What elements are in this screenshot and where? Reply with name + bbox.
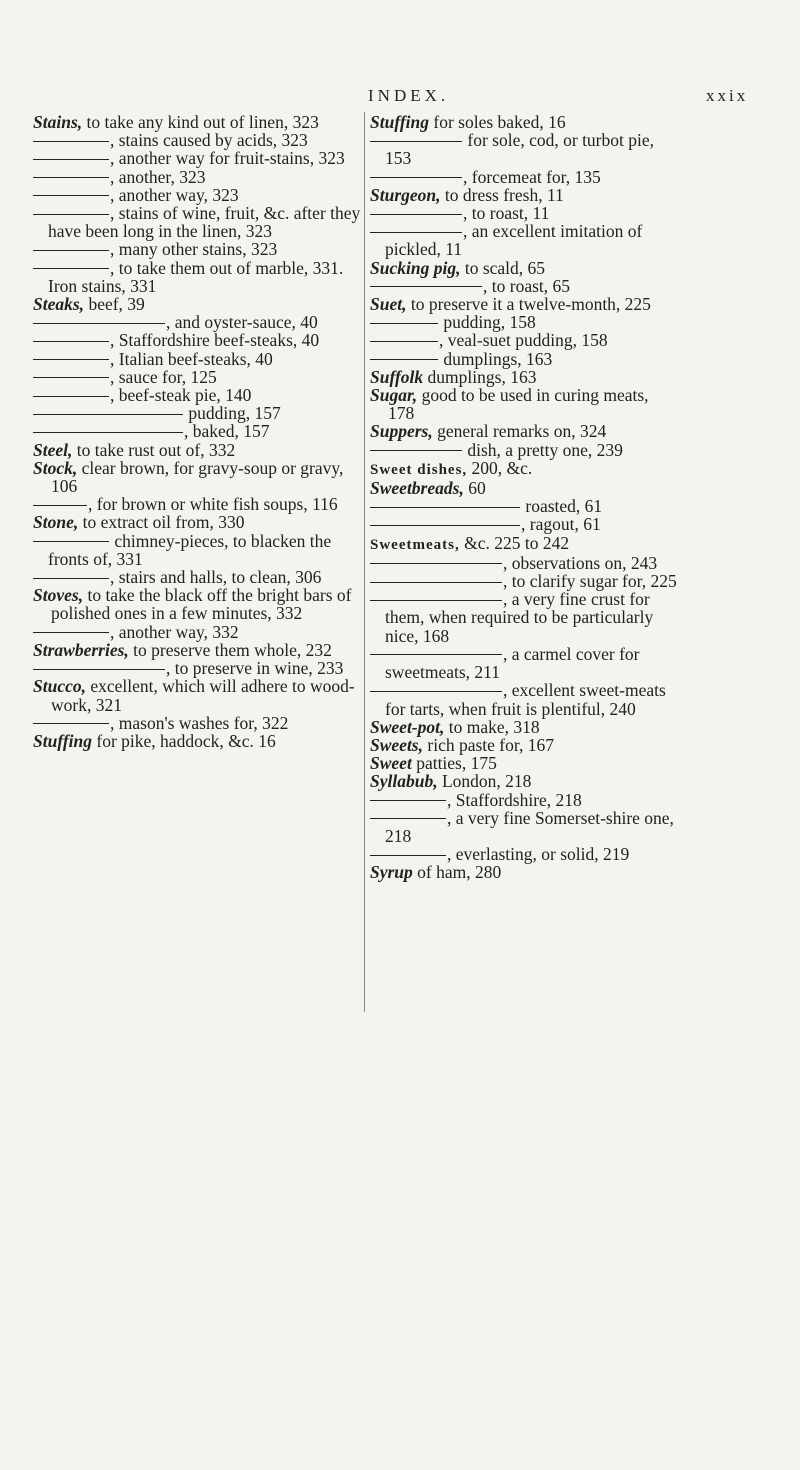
index-subentry — [33, 495, 361, 513]
entry-text: , excellent sweet-meats for tarts, when fruit is plentiful, 240 — [385, 680, 666, 719]
entry-keyword: Sweetbreads, — [370, 478, 464, 499]
index-subentry — [370, 441, 678, 459]
entry-text: to preserve it a twelve-month, 225 — [406, 294, 651, 315]
index-subentry — [33, 422, 361, 440]
ditto-rule — [370, 450, 462, 451]
entry-keyword: Stoves, — [33, 585, 84, 606]
index-subentry — [370, 645, 678, 681]
entry-text: , to roast, 65 — [483, 275, 571, 296]
index-entry — [370, 295, 678, 313]
entry-text: to make, 318 — [444, 716, 540, 737]
entry-text: for pike, haddock, &c. 16 — [92, 730, 276, 751]
index-subentry — [370, 331, 678, 349]
ditto-rule — [33, 396, 109, 397]
entry-text: dumplings, 163 — [423, 366, 537, 387]
index-subentry — [33, 404, 361, 422]
index-subentry — [370, 845, 678, 863]
entry-keyword: Suffolk — [370, 366, 424, 387]
index-entry — [370, 259, 678, 277]
index-entry — [370, 113, 678, 131]
ditto-rule — [370, 286, 482, 287]
index-entry — [33, 295, 361, 313]
index-subentry — [370, 277, 678, 295]
entry-text: , to clarify sugar for, 225 — [503, 571, 677, 592]
entry-keyword: Sugar, — [370, 385, 418, 406]
entry-keyword: Stucco, — [33, 676, 86, 697]
entry-text: , stains caused by acids, 323 — [110, 130, 308, 151]
entry-heading-smallcaps: Sweetmeats, — [370, 536, 460, 553]
entry-text: , mason's washes for, 322 — [110, 712, 289, 733]
entry-text: of ham, 280 — [412, 862, 502, 883]
entry-text: , a very fine Somerset-shire one, 218 — [385, 807, 674, 846]
index-subentry — [370, 313, 678, 331]
entry-text: , another way, 332 — [110, 621, 239, 642]
index-subentry — [33, 368, 361, 386]
index-entry — [370, 718, 678, 736]
ditto-rule — [33, 141, 109, 142]
index-entry — [33, 641, 361, 659]
ditto-rule — [370, 359, 438, 360]
ditto-rule — [370, 507, 520, 508]
entry-text: , a carmel cover for sweetmeats, 211 — [385, 643, 640, 683]
entry-text: chimney-pieces, to blacken the fronts of, 331 — [48, 530, 332, 569]
entry-text: 200, &c. — [467, 457, 533, 478]
index-entry — [370, 422, 678, 440]
entry-text: , many other stains, 323 — [110, 239, 278, 260]
ditto-rule — [33, 632, 109, 633]
entry-keyword: Sweets, — [370, 734, 423, 755]
index-column-right — [370, 113, 678, 882]
ditto-rule — [33, 195, 109, 196]
index-entry — [370, 479, 678, 497]
entry-text: to take the black off the bright bars of polished ones in a few minutes, 332 — [51, 585, 352, 624]
column-divider — [364, 112, 365, 1012]
index-subentry — [33, 659, 361, 677]
entry-text: dish, a pretty one, 239 — [463, 439, 623, 460]
ditto-rule — [33, 541, 109, 542]
ditto-rule — [370, 800, 446, 801]
index-entry — [370, 754, 678, 772]
index-subentry — [33, 350, 361, 368]
entry-text: , Staffordshire, 218 — [447, 789, 582, 810]
running-title: INDEX. — [368, 86, 450, 105]
entry-text: excellent, which will adhere to wood-work, 321 — [51, 676, 355, 715]
index-subentry — [370, 222, 678, 258]
index-subentry — [33, 386, 361, 404]
index-entry — [370, 736, 678, 754]
entry-text: , and oyster-sauce, 40 — [166, 312, 318, 333]
ditto-rule — [33, 414, 183, 415]
entry-text: , another, 323 — [110, 166, 206, 187]
entry-text: pudding, 157 — [184, 403, 281, 424]
index-entry — [370, 186, 678, 204]
entry-heading-smallcaps: Sweet dishes, — [370, 461, 468, 478]
entry-text: , for brown or white fish soups, 116 — [88, 494, 338, 515]
ditto-rule — [33, 432, 183, 433]
index-subentry — [370, 554, 678, 572]
entry-text: 60 — [463, 478, 486, 499]
entry-text: &c. 225 to 242 — [459, 532, 570, 553]
ditto-rule — [33, 377, 109, 378]
ditto-rule — [33, 323, 165, 324]
ditto-rule — [370, 600, 502, 601]
entry-text: , veal-suet pudding, 158 — [439, 330, 608, 351]
entry-text: to scald, 65 — [460, 257, 546, 278]
entry-keyword: Strawberries, — [33, 639, 129, 660]
ditto-rule — [33, 723, 109, 724]
ditto-rule — [370, 691, 502, 692]
index-entry — [370, 772, 678, 790]
index-entry — [33, 586, 361, 622]
entry-text: , stains of wine, fruit, &c. after they have been long in the linen, 323 — [48, 203, 361, 242]
entry-keyword: Stock, — [33, 457, 78, 478]
entry-text: to extract oil from, 330 — [78, 512, 245, 533]
ditto-rule — [33, 159, 109, 160]
entry-text: pudding, 158 — [439, 312, 536, 333]
entry-keyword: Suet, — [370, 294, 407, 315]
ditto-rule — [370, 582, 502, 583]
entry-text: , ragout, 61 — [521, 514, 601, 535]
index-subentry — [33, 568, 361, 586]
entry-text: dumplings, 163 — [439, 348, 553, 369]
entry-text: , to preserve in wine, 233 — [166, 658, 344, 679]
ditto-rule — [33, 669, 165, 670]
index-subentry — [33, 240, 361, 258]
index-subentry — [33, 204, 361, 240]
ditto-rule — [370, 177, 462, 178]
entry-text: for sole, cod, or turbot pie, 153 — [385, 130, 654, 169]
index-subentry — [370, 572, 678, 590]
ditto-rule — [370, 214, 462, 215]
entry-text: to take any kind out of linen, 323 — [82, 112, 319, 132]
ditto-rule — [33, 505, 87, 506]
entry-text: to preserve them whole, 232 — [128, 639, 332, 660]
index-subentry — [33, 313, 361, 331]
index-subentry — [370, 809, 678, 845]
ditto-rule — [370, 855, 446, 856]
entry-keyword: Stone, — [33, 512, 79, 533]
entry-keyword: Steel, — [33, 439, 73, 460]
entry-keyword: Steaks, — [33, 294, 85, 315]
index-subentry — [33, 131, 361, 149]
entry-text: to dress fresh, 11 — [440, 184, 564, 205]
entry-keyword: Syllabub, — [370, 771, 438, 792]
ditto-rule — [370, 232, 462, 233]
index-subentry — [33, 259, 361, 295]
entry-text: , baked, 157 — [184, 421, 270, 442]
index-subentry — [370, 590, 678, 645]
entry-text: , stairs and halls, to clean, 306 — [110, 567, 322, 588]
entry-text: beef, 39 — [84, 294, 145, 315]
entry-text: London, 218 — [437, 771, 532, 792]
entry-text: , beef-steak pie, 140 — [110, 385, 252, 406]
entry-keyword: Sweet-pot, — [370, 716, 445, 737]
entry-text: patties, 175 — [411, 753, 497, 774]
entry-keyword: Stains, — [33, 112, 83, 132]
index-entry — [33, 677, 361, 713]
index-entry — [33, 513, 361, 531]
entry-text: , to roast, 11 — [463, 203, 550, 224]
index-entry — [33, 441, 361, 459]
ditto-rule — [33, 214, 109, 215]
entry-text: , another way, 323 — [110, 184, 239, 205]
index-subentry — [33, 149, 361, 167]
page-number: xxix — [706, 86, 749, 105]
index-subentry — [33, 532, 361, 568]
ditto-rule — [33, 359, 109, 360]
entry-text: , a very fine crust for them, when required to be particularly nice, 168 — [385, 589, 654, 646]
entry-text: roasted, 61 — [521, 496, 603, 517]
entry-text: , forcemeat for, 135 — [463, 166, 601, 187]
entry-keyword: Stuffing — [370, 112, 430, 132]
entry-text: , Staffordshire beef-steaks, 40 — [110, 330, 320, 351]
index-subentry — [33, 168, 361, 186]
entry-text: , another way for fruit-stains, 323 — [110, 148, 345, 169]
index-subentry — [33, 623, 361, 641]
entry-keyword: Sucking pig, — [370, 257, 461, 278]
index-subentry — [370, 350, 678, 368]
ditto-rule — [370, 341, 438, 342]
ditto-rule — [33, 268, 109, 269]
entry-text: rich paste for, 167 — [423, 734, 554, 755]
index-entry — [33, 459, 361, 495]
index-entry — [33, 113, 361, 131]
entry-text: , an excellent imitation of pickled, 11 — [385, 221, 643, 260]
index-entry — [370, 534, 678, 554]
index-subentry — [33, 714, 361, 732]
entry-text: , everlasting, or solid, 219 — [447, 844, 630, 865]
ditto-rule — [370, 323, 438, 324]
index-entry — [33, 732, 361, 750]
index-column-left — [33, 113, 361, 750]
entry-keyword: Sweet — [370, 753, 412, 774]
entry-keyword: Suppers, — [370, 421, 433, 442]
entry-text: , sauce for, 125 — [110, 366, 217, 387]
ditto-rule — [33, 250, 109, 251]
entry-keyword: Stuffing — [33, 730, 93, 751]
index-subentry — [370, 131, 678, 167]
ditto-rule — [33, 341, 109, 342]
index-subentry — [370, 497, 678, 515]
index-entry — [370, 459, 678, 479]
entry-text: clear brown, for gravy-soup or gravy, 106 — [51, 457, 344, 497]
entry-text: , to take them out of marble, 331. Iron stains, 331 — [48, 257, 344, 296]
entry-text: to take rust out of, 332 — [72, 439, 236, 460]
index-subentry — [33, 186, 361, 204]
index-entry — [370, 386, 678, 422]
entry-text: for soles baked, 16 — [429, 112, 566, 132]
ditto-rule — [33, 177, 109, 178]
index-subentry — [370, 681, 678, 717]
ditto-rule — [370, 563, 502, 564]
entry-text: good to be used in curing meats, 178 — [388, 385, 649, 424]
ditto-rule — [33, 578, 109, 579]
entry-text: , Italian beef-steaks, 40 — [110, 348, 273, 369]
ditto-rule — [370, 654, 502, 655]
index-subentry — [370, 791, 678, 809]
ditto-rule — [370, 141, 462, 142]
index-entry — [370, 368, 678, 386]
ditto-rule — [370, 525, 520, 526]
ditto-rule — [370, 818, 446, 819]
entry-text: , observations on, 243 — [503, 552, 658, 573]
index-subentry — [370, 168, 678, 186]
entry-keyword: Sturgeon, — [370, 184, 441, 205]
entry-text: general remarks on, 324 — [432, 421, 607, 442]
index-subentry — [370, 515, 678, 533]
entry-keyword: Syrup — [370, 862, 413, 883]
index-subentry — [370, 204, 678, 222]
index-subentry — [33, 331, 361, 349]
index-entry — [370, 863, 678, 881]
